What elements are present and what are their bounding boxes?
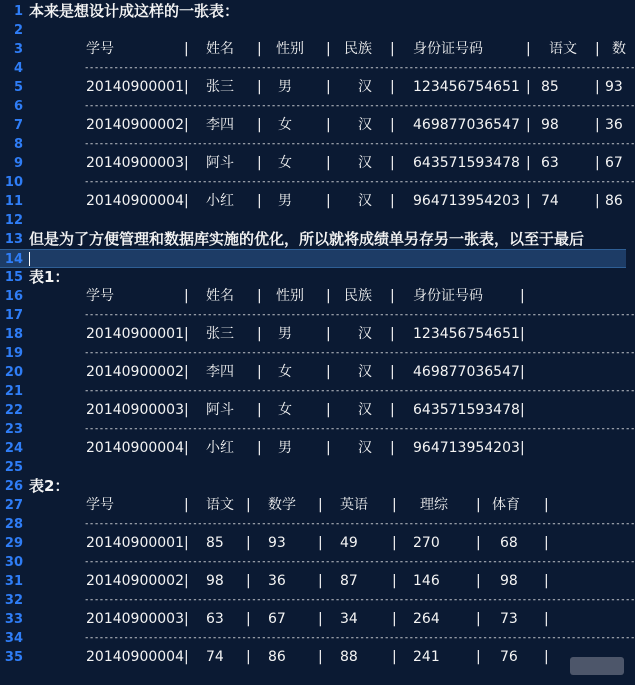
column-separator: | [318, 649, 323, 665]
column-separator: | [184, 288, 189, 304]
editor-line-10[interactable] [0, 173, 635, 192]
table-cell: 469877036547 [413, 117, 520, 133]
table-cell: 男 [278, 440, 292, 456]
column-separator: | [544, 649, 549, 665]
column-separator: | [526, 41, 531, 57]
table-cell: 20140900001 [86, 79, 184, 95]
column-separator: | [246, 611, 251, 627]
table-cell: 李四 [206, 364, 234, 380]
column-separator: | [257, 364, 262, 380]
table-cell: 小红 [206, 440, 234, 456]
line-number: 11 [4, 194, 23, 209]
column-separator: | [520, 326, 525, 342]
line-number: 27 [4, 498, 23, 513]
table-cell: 643571593478 [413, 402, 520, 418]
table-cell: 469877036547 [413, 364, 520, 380]
table-rule: ---------------------------------------------------------------------------------------------------------------- [84, 63, 635, 73]
column-separator: | [544, 573, 549, 589]
line-number: 23 [4, 422, 23, 437]
column-separator: | [184, 79, 189, 95]
line-number: 9 [13, 156, 23, 171]
table-cell: 964713954203 [413, 440, 520, 456]
table-cell: 20140900004 [86, 440, 184, 456]
table-cell: 女 [278, 364, 292, 380]
editor-line-34[interactable] [0, 629, 635, 648]
column-separator: | [520, 402, 525, 418]
table-cell: 英语 [340, 497, 368, 513]
line-number: 29 [4, 536, 23, 551]
table-cell: 98 [206, 573, 224, 589]
editor-line-19[interactable] [0, 344, 635, 363]
column-separator: | [390, 288, 395, 304]
line-number: 10 [4, 175, 23, 190]
column-separator: | [184, 364, 189, 380]
table-cell: 20140900002 [86, 573, 184, 589]
editor-line-16[interactable] [0, 287, 626, 306]
editor-line-32[interactable] [0, 591, 635, 610]
column-separator: | [257, 288, 262, 304]
table-cell: 98 [541, 117, 559, 133]
column-separator: | [318, 535, 323, 551]
table-cell: 86 [268, 649, 286, 665]
table-cell: 汉 [358, 326, 372, 342]
line-number: 20 [4, 365, 23, 380]
column-separator: | [595, 193, 600, 209]
column-separator: | [392, 535, 397, 551]
table-cell: 270 [413, 535, 440, 551]
editor-line-12[interactable] [0, 211, 626, 230]
table-cell: 123456754651 [413, 79, 520, 95]
column-separator: | [390, 440, 395, 456]
table-cell: 241 [413, 649, 440, 665]
line-number: 21 [4, 384, 23, 399]
column-separator: | [318, 611, 323, 627]
editor-line-8[interactable] [0, 135, 635, 154]
table-rule: ---------------------------------------------------------------------------------------------------------------- [84, 386, 635, 396]
table-cell: 姓名 [206, 41, 234, 57]
table-cell: 63 [541, 155, 559, 171]
column-separator: | [184, 497, 189, 513]
column-separator: | [476, 649, 481, 665]
line-number: 19 [4, 346, 23, 361]
editor-line-30[interactable] [0, 553, 635, 572]
text-line: 表2： [29, 477, 70, 495]
column-separator: | [326, 440, 331, 456]
line-number: 16 [4, 289, 23, 304]
editor-line-23[interactable] [0, 420, 635, 439]
table-cell: 67 [268, 611, 286, 627]
column-separator: | [595, 41, 600, 57]
column-separator: | [390, 364, 395, 380]
column-separator: | [318, 573, 323, 589]
table-cell: 语文 [206, 497, 234, 513]
editor-line-2[interactable] [0, 21, 626, 40]
table-cell: 汉 [358, 193, 372, 209]
table-cell: 49 [340, 535, 358, 551]
table-cell: 76 [500, 649, 518, 665]
watermark-overlay [570, 657, 624, 675]
column-separator: | [476, 535, 481, 551]
table-cell: 20140900004 [86, 193, 184, 209]
table-cell: 汉 [358, 155, 372, 171]
line-number: 22 [4, 403, 23, 418]
table-cell: 20140900003 [86, 402, 184, 418]
line-number: 1 [13, 4, 23, 19]
column-separator: | [257, 440, 262, 456]
column-separator: | [184, 440, 189, 456]
column-separator: | [520, 364, 525, 380]
editor-line-24[interactable] [0, 439, 626, 458]
line-number: 33 [4, 612, 23, 627]
column-separator: | [392, 573, 397, 589]
line-number: 5 [13, 80, 23, 95]
editor-line-6[interactable] [0, 97, 635, 116]
column-separator: | [595, 79, 600, 95]
line-number: 3 [13, 42, 23, 57]
column-separator: | [526, 155, 531, 171]
column-separator: | [526, 193, 531, 209]
table-cell: 女 [278, 402, 292, 418]
table-rule: ---------------------------------------------------------------------------------------------------------------- [84, 424, 635, 434]
column-separator: | [184, 193, 189, 209]
column-separator: | [184, 611, 189, 627]
editor-line-9[interactable] [0, 154, 626, 173]
table-cell: 汉 [358, 79, 372, 95]
line-number: 30 [4, 555, 23, 570]
table-cell: 20140900001 [86, 535, 184, 551]
table-cell: 语文 [549, 41, 577, 57]
column-separator: | [257, 193, 262, 209]
table-cell: 体育 [492, 497, 520, 513]
column-separator: | [390, 117, 395, 133]
line-number: 15 [4, 270, 23, 285]
column-separator: | [544, 535, 549, 551]
table-cell: 身份证号码 [413, 288, 483, 304]
column-separator: | [257, 402, 262, 418]
table-cell: 34 [340, 611, 358, 627]
table-cell: 85 [206, 535, 224, 551]
editor-line-22[interactable] [0, 401, 626, 420]
table-cell: 20140900003 [86, 155, 184, 171]
table-cell: 阿斗 [206, 155, 234, 171]
table-rule: ---------------------------------------------------------------------------------------------------------------- [84, 101, 635, 111]
table-cell: 张三 [206, 79, 234, 95]
text-cursor [29, 252, 30, 266]
editor-line-4[interactable] [0, 59, 635, 78]
current-line[interactable] [0, 249, 626, 268]
table-cell: 学号 [86, 288, 114, 304]
table-rule: ---------------------------------------------------------------------------------------------------------------- [84, 139, 635, 149]
column-separator: | [184, 117, 189, 133]
table-cell: 93 [605, 79, 623, 95]
line-number: 2 [13, 23, 23, 38]
table-cell: 98 [500, 573, 518, 589]
editor-line-26[interactable] [0, 477, 626, 496]
table-cell: 146 [413, 573, 440, 589]
table-cell: 性别 [276, 288, 304, 304]
column-separator: | [326, 117, 331, 133]
editor-line-21[interactable] [0, 382, 635, 401]
column-separator: | [326, 364, 331, 380]
table-cell: 男 [278, 193, 292, 209]
column-separator: | [246, 535, 251, 551]
column-separator: | [184, 402, 189, 418]
column-separator: | [326, 155, 331, 171]
table-cell: 汉 [358, 364, 372, 380]
column-separator: | [520, 288, 525, 304]
table-rule: ---------------------------------------------------------------------------------------------------------------- [84, 557, 635, 567]
line-number: 6 [13, 99, 23, 114]
table-cell: 汉 [358, 440, 372, 456]
line-number: 18 [4, 327, 23, 342]
column-separator: | [326, 326, 331, 342]
column-separator: | [257, 79, 262, 95]
text-line: 本来是想设计成这样的一张表： [29, 2, 240, 20]
column-separator: | [390, 326, 395, 342]
table-cell: 数 [612, 41, 626, 57]
table-cell: 93 [268, 535, 286, 551]
table-cell: 民族 [344, 41, 372, 57]
table-cell: 964713954203 [413, 193, 520, 209]
column-separator: | [246, 573, 251, 589]
line-number: 8 [13, 137, 23, 152]
editor-line-28[interactable] [0, 515, 635, 534]
table-cell: 36 [268, 573, 286, 589]
column-separator: | [476, 611, 481, 627]
column-separator: | [392, 611, 397, 627]
line-number: 24 [4, 441, 23, 456]
line-number: 7 [13, 118, 23, 133]
column-separator: | [257, 155, 262, 171]
editor-line-5[interactable] [0, 78, 626, 97]
table-cell: 88 [340, 649, 358, 665]
editor-line-31[interactable] [0, 572, 626, 591]
column-separator: | [246, 497, 251, 513]
line-number: 32 [4, 593, 23, 608]
table-cell: 性别 [276, 41, 304, 57]
column-separator: | [326, 288, 331, 304]
editor-line-11[interactable] [0, 192, 626, 211]
column-separator: | [184, 535, 189, 551]
table-cell: 20140900002 [86, 364, 184, 380]
column-separator: | [520, 440, 525, 456]
table-cell: 数学 [268, 497, 296, 513]
line-number: 14 [4, 252, 23, 267]
column-separator: | [544, 611, 549, 627]
table-rule: ---------------------------------------------------------------------------------------------------------------- [84, 348, 635, 358]
editor-line-13[interactable] [0, 230, 626, 249]
table-cell: 20140900001 [86, 326, 184, 342]
editor-line-29[interactable] [0, 534, 626, 553]
column-separator: | [595, 117, 600, 133]
column-separator: | [390, 155, 395, 171]
column-separator: | [544, 497, 549, 513]
editor-line-1[interactable] [0, 2, 626, 21]
line-number: 12 [4, 213, 23, 228]
line-number: 17 [4, 308, 23, 323]
editor-line-3[interactable] [0, 40, 626, 59]
table-rule: ---------------------------------------------------------------------------------------------------------------- [84, 633, 635, 643]
table-cell: 74 [206, 649, 224, 665]
table-cell: 68 [500, 535, 518, 551]
column-separator: | [526, 79, 531, 95]
table-cell: 男 [278, 326, 292, 342]
table-cell: 20140900002 [86, 117, 184, 133]
editor-line-33[interactable] [0, 610, 626, 629]
table-cell: 123456754651 [413, 326, 520, 342]
table-cell: 女 [278, 155, 292, 171]
editor-line-25[interactable] [0, 458, 626, 477]
line-number: 28 [4, 517, 23, 532]
table-cell: 85 [541, 79, 559, 95]
column-separator: | [257, 326, 262, 342]
column-separator: | [257, 117, 262, 133]
column-separator: | [246, 649, 251, 665]
table-cell: 理综 [420, 497, 448, 513]
table-cell: 男 [278, 79, 292, 95]
line-number: 35 [4, 650, 23, 665]
table-rule: ---------------------------------------------------------------------------------------------------------------- [84, 519, 635, 529]
line-number: 31 [4, 574, 23, 589]
table-cell: 63 [206, 611, 224, 627]
table-cell: 学号 [86, 41, 114, 57]
table-cell: 汉 [358, 117, 372, 133]
editor-line-18[interactable] [0, 325, 626, 344]
editor-line-27[interactable] [0, 496, 626, 515]
column-separator: | [476, 497, 481, 513]
table-cell: 小红 [206, 193, 234, 209]
column-separator: | [326, 41, 331, 57]
column-separator: | [184, 326, 189, 342]
line-number: 25 [4, 460, 23, 475]
editor-line-35[interactable] [0, 648, 626, 667]
text-line: 表1： [29, 268, 70, 286]
table-cell: 张三 [206, 326, 234, 342]
line-number: 13 [4, 232, 23, 247]
table-cell: 20140900004 [86, 649, 184, 665]
column-separator: | [476, 573, 481, 589]
column-separator: | [392, 649, 397, 665]
table-cell: 姓名 [206, 288, 234, 304]
table-cell: 643571593478 [413, 155, 520, 171]
column-separator: | [326, 402, 331, 418]
table-cell: 汉 [358, 402, 372, 418]
column-separator: | [184, 41, 189, 57]
table-cell: 87 [340, 573, 358, 589]
table-rule: ---------------------------------------------------------------------------------------------------------------- [84, 595, 635, 605]
table-cell: 73 [500, 611, 518, 627]
column-separator: | [257, 41, 262, 57]
column-separator: | [526, 117, 531, 133]
editor-line-7[interactable] [0, 116, 626, 135]
line-number: 4 [13, 61, 23, 76]
column-separator: | [390, 79, 395, 95]
table-cell: 74 [541, 193, 559, 209]
line-number: 34 [4, 631, 23, 646]
column-separator: | [392, 497, 397, 513]
column-separator: | [318, 497, 323, 513]
editor-line-15[interactable] [0, 268, 626, 287]
column-separator: | [595, 155, 600, 171]
column-separator: | [184, 649, 189, 665]
text-line: 但是为了方便管理和数据库实施的优化，所以就将成绩单另存另一张表，以至于最后 [29, 230, 585, 248]
column-separator: | [326, 193, 331, 209]
column-separator: | [184, 573, 189, 589]
table-cell: 20140900003 [86, 611, 184, 627]
line-number: 26 [4, 479, 23, 494]
editor-line-20[interactable] [0, 363, 626, 382]
table-cell: 阿斗 [206, 402, 234, 418]
column-separator: | [326, 79, 331, 95]
table-cell: 264 [413, 611, 440, 627]
table-cell: 李四 [206, 117, 234, 133]
table-rule: ---------------------------------------------------------------------------------------------------------------- [84, 177, 635, 187]
table-cell: 民族 [344, 288, 372, 304]
table-cell: 学号 [86, 497, 114, 513]
table-cell: 女 [278, 117, 292, 133]
table-cell: 身份证号码 [413, 41, 483, 57]
column-separator: | [184, 155, 189, 171]
table-cell: 86 [605, 193, 623, 209]
column-separator: | [390, 193, 395, 209]
table-cell: 67 [605, 155, 623, 171]
column-separator: | [390, 41, 395, 57]
table-rule: ---------------------------------------------------------------------------------------------------------------- [84, 310, 635, 320]
editor-line-17[interactable] [0, 306, 635, 325]
table-cell: 36 [605, 117, 623, 133]
column-separator: | [390, 402, 395, 418]
